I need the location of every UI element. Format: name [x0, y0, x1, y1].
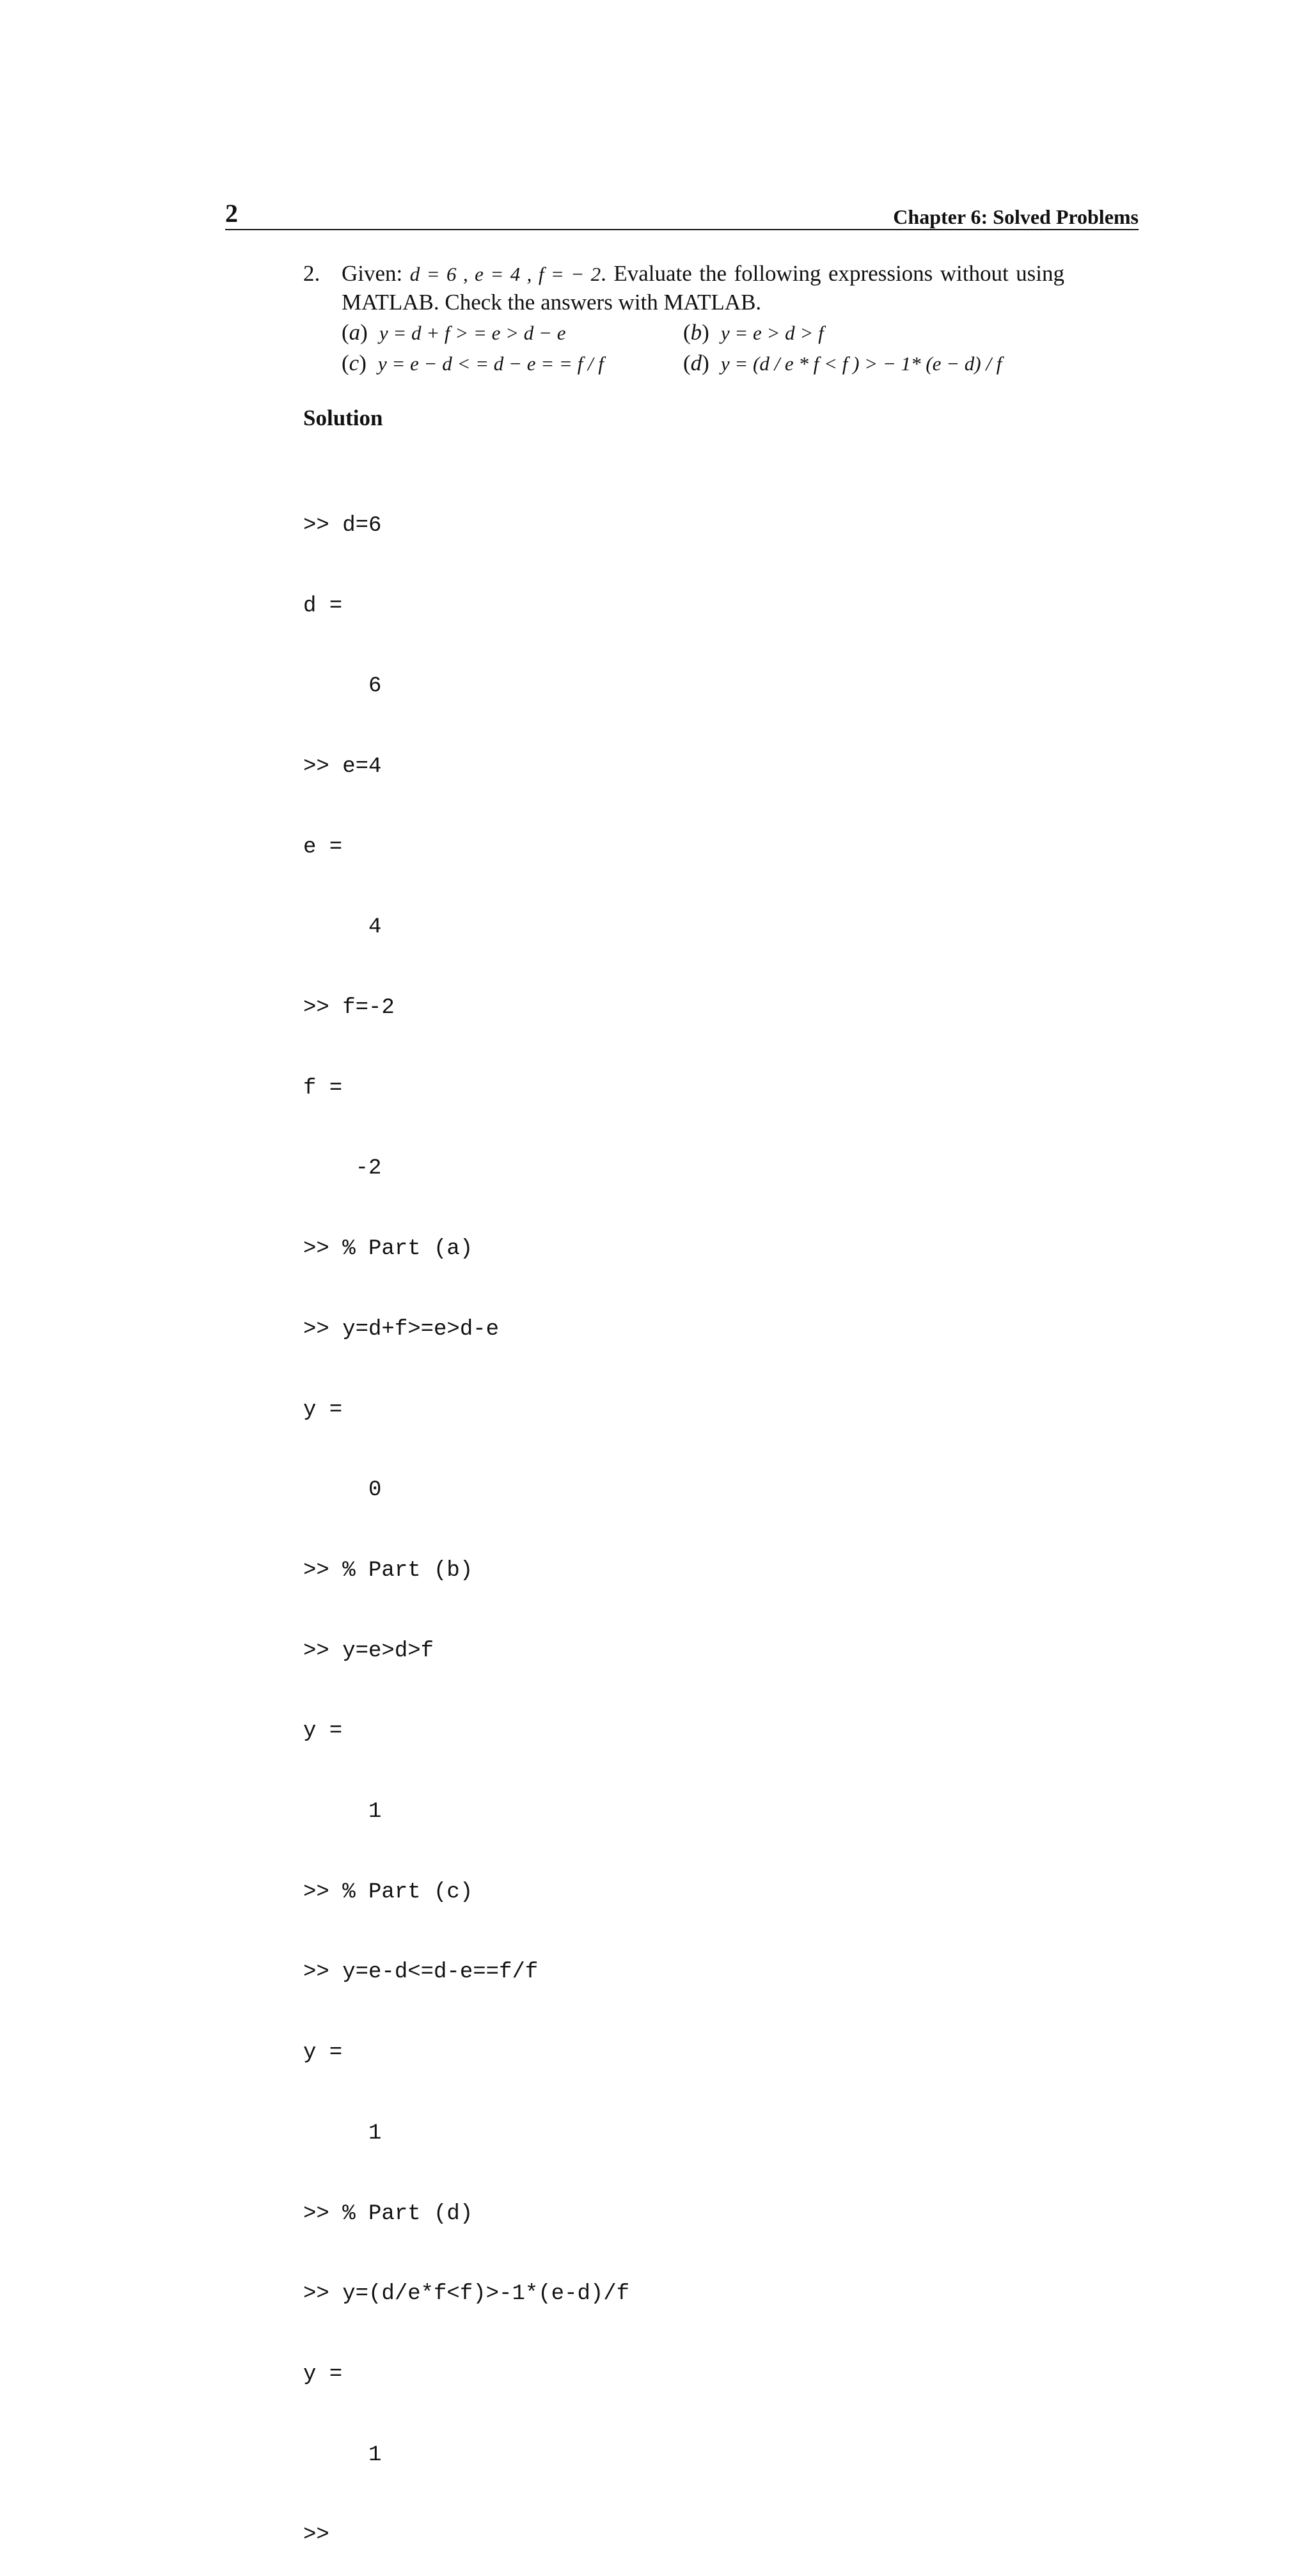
console-line: >> e=4	[303, 754, 382, 779]
problem-lead: Given:	[342, 261, 403, 286]
parts-row-1	[342, 318, 1071, 347]
console-line: >> % Part (b)	[303, 1558, 473, 1583]
given-values: d = 6 , e = 4 , f = − 2	[409, 263, 601, 285]
console-line: >> y=(d/e*f<f)>-1*(e-d)/f	[303, 2282, 630, 2307]
console-line: y =	[303, 1719, 343, 1744]
console-line: 6	[303, 674, 382, 699]
console-line: y =	[303, 2362, 343, 2387]
part-c-expression: y = e − d < = d − e = = f / f	[377, 352, 604, 375]
console-line: e =	[303, 835, 343, 860]
console-line: y =	[303, 2041, 343, 2066]
console-line: >> f=-2	[303, 996, 395, 1021]
console-line: 1	[303, 1800, 382, 1825]
page-number: 2	[225, 199, 238, 228]
part-c	[342, 349, 604, 378]
page-header	[225, 199, 1139, 230]
part-b	[683, 318, 824, 347]
console-line: >> % Part (d)	[303, 2201, 473, 2226]
running-head: Chapter 6: Solved Problems	[893, 205, 1139, 228]
console-line: >> % Part (c)	[303, 1880, 473, 1905]
part-c-label: (c)	[342, 350, 367, 375]
console-line: >> % Part (a)	[303, 1237, 473, 1262]
part-a-label: (a)	[342, 320, 368, 345]
console-line: 4	[303, 915, 382, 940]
console-line: 0	[303, 1478, 382, 1503]
console-line: y =	[303, 1397, 343, 1422]
console-line: d =	[303, 593, 343, 618]
part-d-expression: y = (d / e * f < f ) > − 1* (e − d) / f	[720, 352, 1002, 375]
console-line: >> y=e>d>f	[303, 1638, 434, 1663]
console-line: >> d=6	[303, 513, 382, 538]
part-b-label: (b)	[683, 320, 709, 345]
part-d	[683, 349, 1002, 378]
console-line: >> y=e-d<=d-e==f/f	[303, 1960, 539, 1985]
console-line: 1	[303, 2442, 382, 2467]
console-line: f =	[303, 1076, 343, 1101]
solution-heading: Solution	[303, 405, 383, 430]
part-d-label: (d)	[683, 350, 709, 375]
part-a	[342, 318, 565, 347]
console-line: -2	[303, 1156, 382, 1181]
part-a-expression: y = d + f > = e > d − e	[379, 322, 566, 344]
console-line: >> y=d+f>=e>d-e	[303, 1317, 500, 1342]
console-line: 1	[303, 2121, 382, 2146]
matlab-session	[303, 459, 629, 2576]
part-b-expression: y = e > d > f	[720, 322, 824, 344]
problem-instruction: . Evaluate the following expressions without using MATLAB. Check the answers with MATLAB.	[342, 261, 1064, 315]
problem-text	[342, 260, 1064, 317]
parts-row-2	[342, 349, 1071, 377]
problem-number: 2.	[303, 261, 320, 286]
console-line: >>	[303, 2523, 329, 2548]
